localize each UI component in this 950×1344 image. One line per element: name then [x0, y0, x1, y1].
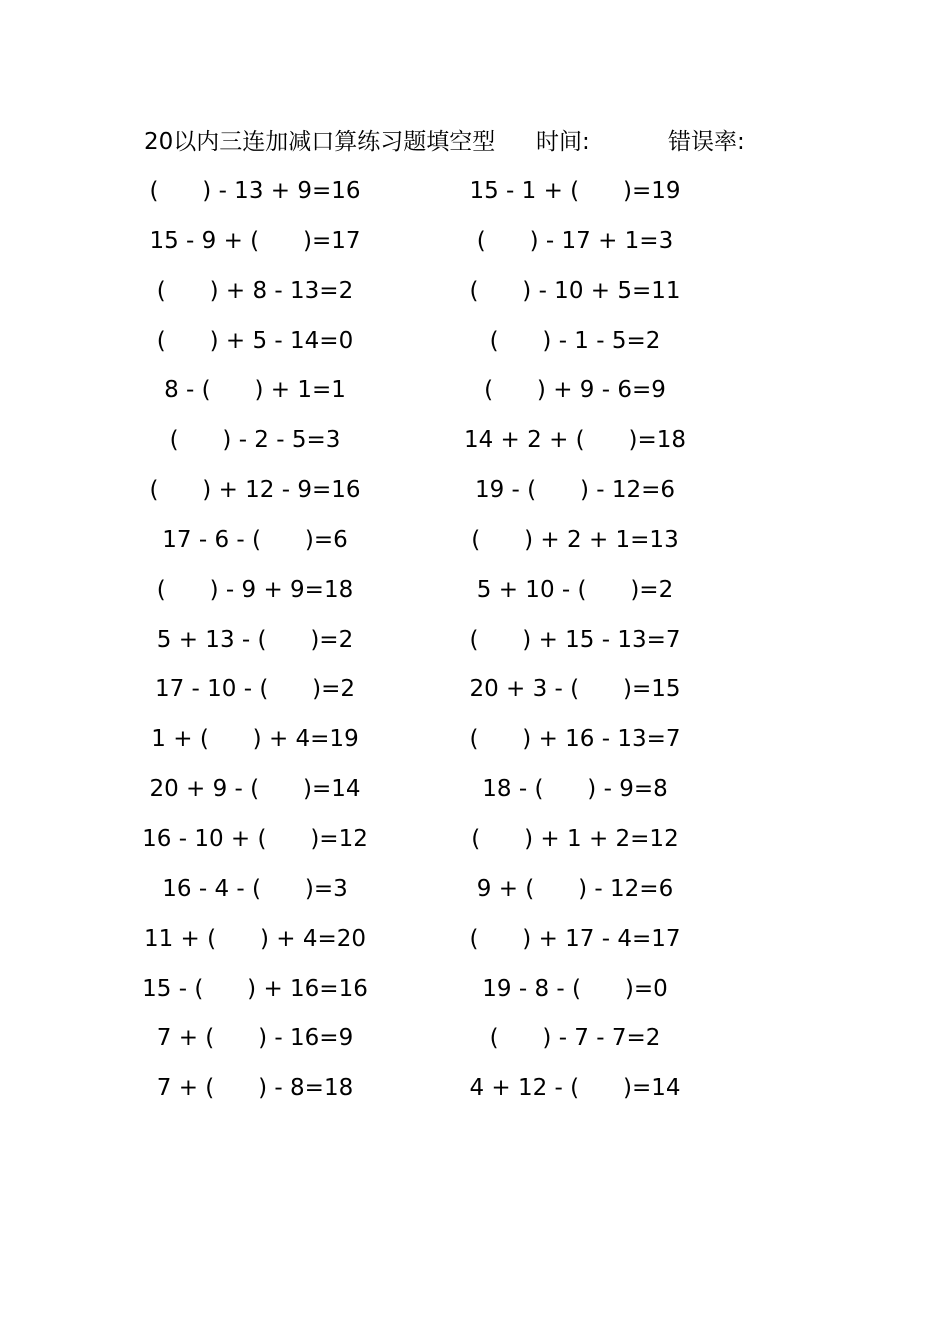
- problem: ( ) - 1 - 5=2: [489, 327, 661, 354]
- problem: ( ) + 8 - 13=2: [156, 277, 354, 304]
- right-problem-column: [460, 170, 690, 1117]
- problem: ( ) + 1 + 2=12: [471, 825, 679, 852]
- problem: ( ) + 2 + 1=13: [471, 526, 679, 553]
- problem: 11 + ( ) + 4=20: [143, 925, 367, 952]
- problem: 7 + ( ) - 8=18: [156, 1075, 354, 1102]
- problem: ( ) - 7 - 7=2: [489, 1025, 661, 1052]
- problem: 18 - ( ) - 9=8: [482, 776, 668, 803]
- problem: 8 - ( ) + 1=1: [164, 377, 346, 404]
- problem: ( ) + 5 - 14=0: [156, 327, 354, 354]
- problem: 5 + 10 - ( )=2: [476, 576, 674, 603]
- problem: ( ) + 17 - 4=17: [469, 925, 681, 952]
- problem: 16 - 4 - ( )=3: [162, 875, 348, 902]
- problem: ( ) - 17 + 1=3: [476, 227, 674, 254]
- left-problem-column: [140, 170, 370, 1117]
- problem: ( ) - 13 + 9=16: [149, 178, 361, 204]
- problem: ( ) - 9 + 9=18: [156, 576, 354, 603]
- problem: 5 + 13 - ( )=2: [156, 626, 354, 653]
- problem: 19 - 8 - ( )=0: [482, 975, 668, 1002]
- problem: 17 - 10 - ( )=2: [154, 676, 356, 703]
- time-label: 时间:: [536, 129, 590, 155]
- problem: ( ) - 2 - 5=3: [169, 427, 341, 454]
- problem: 15 - 1 + ( )=19: [469, 178, 681, 204]
- problem: ( ) - 10 + 5=11: [469, 277, 681, 304]
- problem: 17 - 6 - ( )=6: [162, 526, 348, 553]
- problem: 7 + ( ) - 16=9: [156, 1025, 354, 1052]
- problem: ( ) + 16 - 13=7: [469, 726, 681, 753]
- problem: 9 + ( ) - 12=6: [476, 875, 674, 902]
- problem: 15 - ( ) + 16=16: [142, 975, 368, 1002]
- problem: 15 - 9 + ( )=17: [149, 227, 361, 254]
- error-rate-label: 错误率:: [668, 129, 745, 155]
- problem: ( ) + 9 - 6=9: [484, 377, 666, 404]
- worksheet-title: 20以内三连加减口算练习题填空型: [144, 129, 496, 155]
- problem: 16 - 10 + ( )=12: [142, 825, 368, 852]
- problem: 14 + 2 + ( )=18: [463, 427, 687, 454]
- problem: ( ) + 12 - 9=16: [149, 477, 361, 504]
- problem: 1 + ( ) + 4=19: [151, 726, 359, 753]
- problem: ( ) + 15 - 13=7: [469, 626, 681, 653]
- problem: 4 + 12 - ( )=14: [469, 1075, 681, 1102]
- problem: 20 + 3 - ( )=15: [469, 676, 681, 703]
- problem: 19 - ( ) - 12=6: [474, 477, 676, 504]
- worksheet-header: [0, 124, 950, 160]
- problem: 20 + 9 - ( )=14: [149, 776, 361, 803]
